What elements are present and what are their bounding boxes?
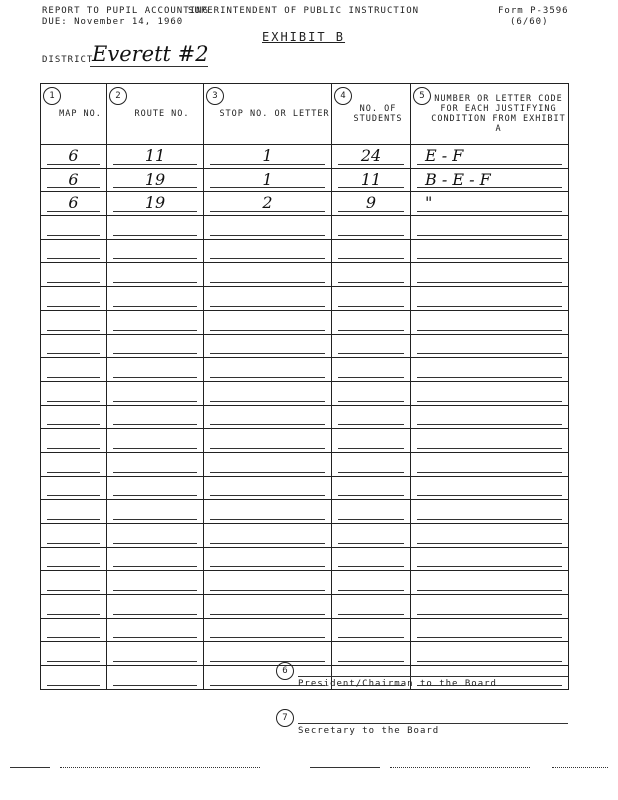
cell-underline xyxy=(210,495,325,496)
cell-underline xyxy=(113,448,197,449)
footer-rule xyxy=(390,767,530,768)
table-cell-route[interactable] xyxy=(107,452,204,476)
table-cell-students[interactable] xyxy=(332,618,411,642)
table-cell-map[interactable] xyxy=(41,334,107,358)
signature-badge-president: 6 xyxy=(276,662,294,680)
cell-underline xyxy=(338,282,404,283)
cell-value-code: " xyxy=(425,193,433,213)
table-cell-map[interactable] xyxy=(41,192,107,216)
table-row xyxy=(41,216,569,240)
cell-underline xyxy=(210,282,325,283)
table-cell-map[interactable] xyxy=(41,405,107,429)
cell-underline xyxy=(417,330,562,331)
table-cell-code[interactable] xyxy=(411,476,569,500)
cell-value-stop: 2 xyxy=(262,193,273,213)
table-cell-students[interactable] xyxy=(332,263,411,287)
cell-underline xyxy=(47,187,100,188)
table-cell-route[interactable] xyxy=(107,168,204,192)
cell-underline xyxy=(113,282,197,283)
table-cell-stop[interactable] xyxy=(204,405,332,429)
table-cell-map[interactable] xyxy=(41,239,107,263)
cell-underline xyxy=(113,566,197,567)
table-row xyxy=(41,547,569,571)
cell-underline xyxy=(338,543,404,544)
table-cell-route[interactable] xyxy=(107,595,204,619)
footer-rule xyxy=(60,767,260,768)
cell-underline xyxy=(417,661,562,662)
page-title: EXHIBIT B xyxy=(262,30,346,44)
cell-underline xyxy=(417,258,562,259)
table-cell-students[interactable] xyxy=(332,500,411,524)
cell-underline xyxy=(417,590,562,591)
cell-value-map: 6 xyxy=(68,146,79,165)
cell-underline xyxy=(113,211,197,212)
table-cell-route[interactable] xyxy=(107,524,204,548)
cell-value-map: 6 xyxy=(68,193,79,213)
cell-underline xyxy=(417,164,562,165)
table-row xyxy=(41,334,569,358)
table-cell-students[interactable] xyxy=(332,547,411,571)
table-cell-stop[interactable] xyxy=(204,263,332,287)
table-cell-code[interactable] xyxy=(411,429,569,453)
cell-underline xyxy=(338,661,404,662)
footer-rule xyxy=(310,767,380,768)
table-cell-map[interactable] xyxy=(41,571,107,595)
cell-underline xyxy=(417,235,562,236)
cell-underline xyxy=(47,637,100,638)
cell-underline xyxy=(47,401,100,402)
cell-underline xyxy=(47,543,100,544)
cell-underline xyxy=(338,637,404,638)
cell-underline xyxy=(113,353,197,354)
table-cell-code[interactable] xyxy=(411,618,569,642)
table-row xyxy=(41,239,569,263)
table-cell-stop[interactable] xyxy=(204,429,332,453)
column-header-route: 2 ROUTE NO. xyxy=(107,84,204,145)
cell-underline xyxy=(47,330,100,331)
cell-underline xyxy=(417,282,562,283)
table-cell-code[interactable] xyxy=(411,381,569,405)
table-cell-map[interactable] xyxy=(41,381,107,405)
table-cell-code[interactable] xyxy=(411,358,569,382)
table-cell-stop[interactable] xyxy=(204,287,332,311)
table-cell-students[interactable] xyxy=(332,571,411,595)
cell-value-students: 24 xyxy=(360,146,382,165)
table-row xyxy=(41,358,569,382)
cell-value-code: E - F xyxy=(425,146,464,165)
cell-underline xyxy=(338,377,404,378)
table-cell-route[interactable] xyxy=(107,192,204,216)
table-cell-route[interactable] xyxy=(107,476,204,500)
cell-underline xyxy=(417,566,562,567)
column-number-badge: 4 xyxy=(334,87,352,105)
column-header-stop: 3 STOP NO. OR LETTER xyxy=(204,84,332,145)
cell-underline xyxy=(338,211,404,212)
column-header-code: 5 NUMBER OR LETTER CODE FOR EACH JUSTIFYING CONDITION FROM EXHIBIT A xyxy=(411,84,569,145)
table-cell-map[interactable] xyxy=(41,642,107,666)
header-left-line2: DUE: November 14, 1960 xyxy=(42,17,184,27)
cell-underline xyxy=(113,661,197,662)
table-cell-map[interactable] xyxy=(41,263,107,287)
table-cell-code[interactable] xyxy=(411,168,569,192)
cell-underline xyxy=(417,614,562,615)
cell-underline xyxy=(210,590,325,591)
cell-underline xyxy=(417,495,562,496)
cell-underline xyxy=(417,211,562,212)
table-cell-route[interactable] xyxy=(107,381,204,405)
cell-underline xyxy=(47,495,100,496)
table-row xyxy=(41,476,569,500)
table-cell-map[interactable] xyxy=(41,145,107,169)
cell-underline xyxy=(210,637,325,638)
table-cell-students[interactable] xyxy=(332,429,411,453)
header-left-line1: REPORT TO PUPIL ACCOUNTING xyxy=(42,6,209,16)
table-row xyxy=(41,429,569,453)
cell-underline xyxy=(210,543,325,544)
cell-underline xyxy=(47,519,100,520)
table-cell-route[interactable] xyxy=(107,618,204,642)
table-row xyxy=(41,524,569,548)
table-cell-map[interactable] xyxy=(41,287,107,311)
signature-line-secretary[interactable] xyxy=(298,723,568,724)
table-row xyxy=(41,263,569,287)
table-cell-students[interactable] xyxy=(332,476,411,500)
table-cell-students[interactable] xyxy=(332,452,411,476)
table-row xyxy=(41,287,569,311)
table-cell-route[interactable] xyxy=(107,334,204,358)
column-header-map: 1 MAP NO. xyxy=(41,84,107,145)
cell-value-route: 19 xyxy=(144,193,166,213)
table-cell-code[interactable] xyxy=(411,500,569,524)
cell-underline xyxy=(417,543,562,544)
cell-underline xyxy=(338,258,404,259)
cell-underline xyxy=(113,306,197,307)
table-cell-stop[interactable] xyxy=(204,571,332,595)
cell-underline xyxy=(113,330,197,331)
table-row xyxy=(41,192,569,216)
cell-underline xyxy=(210,235,325,236)
cell-underline xyxy=(47,424,100,425)
cell-underline xyxy=(210,401,325,402)
cell-underline xyxy=(47,661,100,662)
table-cell-route[interactable] xyxy=(107,642,204,666)
cell-underline xyxy=(417,472,562,473)
cell-underline xyxy=(338,330,404,331)
table-cell-students[interactable] xyxy=(332,405,411,429)
cell-underline xyxy=(338,353,404,354)
table-cell-stop[interactable] xyxy=(204,476,332,500)
cell-underline xyxy=(417,448,562,449)
cell-underline xyxy=(47,448,100,449)
table-header-row xyxy=(41,84,569,145)
table-cell-code[interactable] xyxy=(411,524,569,548)
cell-underline xyxy=(338,424,404,425)
cell-underline xyxy=(113,472,197,473)
table-cell-code[interactable] xyxy=(411,192,569,216)
table-cell-map[interactable] xyxy=(41,429,107,453)
cell-value-route: 11 xyxy=(144,146,166,165)
cell-underline xyxy=(47,306,100,307)
table-cell-students[interactable] xyxy=(332,216,411,240)
table-row xyxy=(41,500,569,524)
table-cell-route[interactable] xyxy=(107,239,204,263)
table-cell-stop[interactable] xyxy=(204,524,332,548)
table-cell-route[interactable] xyxy=(107,429,204,453)
table-cell-stop[interactable] xyxy=(204,168,332,192)
cell-underline xyxy=(47,566,100,567)
table-cell-code[interactable] xyxy=(411,452,569,476)
table-cell-stop[interactable] xyxy=(204,334,332,358)
table-cell-code[interactable] xyxy=(411,216,569,240)
cell-value-map: 6 xyxy=(68,169,79,189)
cell-value-stop: 1 xyxy=(262,169,273,189)
table-cell-stop[interactable] xyxy=(204,547,332,571)
stops-table xyxy=(40,83,569,690)
table-cell-students[interactable] xyxy=(332,381,411,405)
cell-underline xyxy=(47,258,100,259)
cell-underline xyxy=(210,472,325,473)
cell-underline xyxy=(113,519,197,520)
table-cell-map[interactable] xyxy=(41,547,107,571)
table-cell-map[interactable] xyxy=(41,595,107,619)
cell-underline xyxy=(47,235,100,236)
table-cell-map[interactable] xyxy=(41,168,107,192)
table-cell-code[interactable] xyxy=(411,405,569,429)
table-cell-students[interactable] xyxy=(332,192,411,216)
table-cell-map[interactable] xyxy=(41,618,107,642)
table-cell-route[interactable] xyxy=(107,500,204,524)
table-cell-map[interactable] xyxy=(41,524,107,548)
table-cell-stop[interactable] xyxy=(204,618,332,642)
cell-underline xyxy=(113,377,197,378)
table-cell-route[interactable] xyxy=(107,310,204,334)
table-cell-stop[interactable] xyxy=(204,642,332,666)
header-center-line1: SUPERINTENDENT OF PUBLIC INSTRUCTION xyxy=(188,6,420,16)
table-cell-route[interactable] xyxy=(107,405,204,429)
cell-underline xyxy=(113,637,197,638)
table-cell-map[interactable] xyxy=(41,216,107,240)
table-row xyxy=(41,595,569,619)
column-number-badge: 2 xyxy=(109,87,127,105)
table-cell-stop[interactable] xyxy=(204,310,332,334)
cell-underline xyxy=(338,495,404,496)
column-number-badge: 3 xyxy=(206,87,224,105)
cell-underline xyxy=(338,187,404,188)
table-cell-stop[interactable] xyxy=(204,216,332,240)
table-row xyxy=(41,571,569,595)
table-cell-map[interactable] xyxy=(41,358,107,382)
district-underline xyxy=(90,66,208,67)
cell-value-students: 11 xyxy=(360,169,382,189)
table-cell-code[interactable] xyxy=(411,571,569,595)
form-date: (6/60) xyxy=(510,17,549,27)
table-body xyxy=(41,145,569,690)
cell-underline xyxy=(338,306,404,307)
cell-underline xyxy=(338,472,404,473)
table-cell-code[interactable] xyxy=(411,239,569,263)
column-number-badge: 5 xyxy=(413,87,431,105)
cell-underline xyxy=(210,424,325,425)
cell-underline xyxy=(417,401,562,402)
cell-underline xyxy=(338,448,404,449)
table-cell-stop[interactable] xyxy=(204,595,332,619)
cell-underline xyxy=(210,661,325,662)
table-cell-route[interactable] xyxy=(107,547,204,571)
cell-underline xyxy=(113,614,197,615)
cell-underline xyxy=(210,614,325,615)
table-cell-students[interactable] xyxy=(332,358,411,382)
cell-underline xyxy=(210,187,325,188)
cell-underline xyxy=(417,377,562,378)
cell-underline xyxy=(210,353,325,354)
cell-underline xyxy=(113,164,197,165)
cell-underline xyxy=(47,590,100,591)
table-cell-stop[interactable] xyxy=(204,500,332,524)
table-cell-code[interactable] xyxy=(411,263,569,287)
table-cell-students[interactable] xyxy=(332,239,411,263)
district-label: DISTRICT xyxy=(42,55,94,65)
signature-badge-secretary: 7 xyxy=(276,709,294,727)
cell-value-students: 9 xyxy=(365,193,377,213)
table-cell-stop[interactable] xyxy=(204,192,332,216)
table-cell-students[interactable] xyxy=(332,524,411,548)
table-row xyxy=(41,310,569,334)
cell-value-route: 19 xyxy=(144,169,166,189)
table-cell-route[interactable] xyxy=(107,287,204,311)
cell-underline xyxy=(210,164,325,165)
table-cell-route[interactable] xyxy=(107,263,204,287)
cell-underline xyxy=(113,187,197,188)
table-cell-stop[interactable] xyxy=(204,145,332,169)
table-cell-code[interactable] xyxy=(411,145,569,169)
column-number-badge: 1 xyxy=(43,87,61,105)
cell-underline xyxy=(417,306,562,307)
table-row xyxy=(41,168,569,192)
cell-underline xyxy=(210,519,325,520)
table-cell-students[interactable] xyxy=(332,334,411,358)
cell-underline xyxy=(210,448,325,449)
form-number: Form P-3596 xyxy=(498,6,569,16)
cell-underline xyxy=(417,637,562,638)
footer-rule xyxy=(10,767,50,768)
cell-underline xyxy=(47,614,100,615)
table-cell-students[interactable] xyxy=(332,145,411,169)
signature-label-president: President/Chairman to the Board xyxy=(298,679,497,689)
table-cell-stop[interactable] xyxy=(204,239,332,263)
cell-underline xyxy=(210,211,325,212)
cell-underline xyxy=(113,401,197,402)
cell-underline xyxy=(338,590,404,591)
table-cell-stop[interactable] xyxy=(204,452,332,476)
cell-underline xyxy=(210,330,325,331)
cell-underline xyxy=(210,258,325,259)
cell-underline xyxy=(338,164,404,165)
table-cell-stop[interactable] xyxy=(204,358,332,382)
table-cell-code[interactable] xyxy=(411,547,569,571)
cell-underline xyxy=(417,519,562,520)
cell-underline xyxy=(338,566,404,567)
table-row xyxy=(41,618,569,642)
footer-rule xyxy=(552,767,608,768)
signature-label-secretary: Secretary to the Board xyxy=(298,726,440,736)
column-header-students: 4 NO. OF STUDENTS xyxy=(332,84,411,145)
table-cell-stop[interactable] xyxy=(204,381,332,405)
cell-underline xyxy=(210,377,325,378)
table-cell-code[interactable] xyxy=(411,595,569,619)
cell-underline xyxy=(47,211,100,212)
table-cell-route[interactable] xyxy=(107,216,204,240)
cell-underline xyxy=(113,543,197,544)
table-cell-route[interactable] xyxy=(107,571,204,595)
cell-underline xyxy=(113,685,197,686)
table-cell-code[interactable] xyxy=(411,287,569,311)
table-cell-map[interactable] xyxy=(41,500,107,524)
cell-underline xyxy=(113,424,197,425)
cell-underline xyxy=(417,353,562,354)
table-cell-students[interactable] xyxy=(332,310,411,334)
table-row xyxy=(41,405,569,429)
table-cell-route[interactable] xyxy=(107,666,204,690)
signature-line-president[interactable] xyxy=(298,676,568,677)
cell-underline xyxy=(338,401,404,402)
cell-underline xyxy=(113,495,197,496)
cell-underline xyxy=(210,306,325,307)
table-cell-code[interactable] xyxy=(411,642,569,666)
table-cell-students[interactable] xyxy=(332,642,411,666)
table-cell-students[interactable] xyxy=(332,287,411,311)
table-cell-map[interactable] xyxy=(41,310,107,334)
table-cell-students[interactable] xyxy=(332,168,411,192)
cell-underline xyxy=(338,614,404,615)
cell-value-code: B - E - F xyxy=(425,169,491,189)
cell-underline xyxy=(47,282,100,283)
cell-underline xyxy=(113,235,197,236)
table-cell-map[interactable] xyxy=(41,666,107,690)
table-cell-map[interactable] xyxy=(41,452,107,476)
table-cell-students[interactable] xyxy=(332,595,411,619)
district-value: Everett #2 xyxy=(92,42,209,66)
cell-underline xyxy=(113,590,197,591)
table-row xyxy=(41,381,569,405)
table-cell-route[interactable] xyxy=(107,145,204,169)
table-row xyxy=(41,145,569,169)
cell-underline xyxy=(47,685,100,686)
table-row xyxy=(41,452,569,476)
cell-underline xyxy=(338,519,404,520)
cell-underline xyxy=(47,353,100,354)
cell-underline xyxy=(47,377,100,378)
cell-underline xyxy=(338,235,404,236)
table-cell-route[interactable] xyxy=(107,358,204,382)
cell-underline xyxy=(417,187,562,188)
cell-underline xyxy=(417,424,562,425)
cell-underline xyxy=(47,164,100,165)
cell-value-stop: 1 xyxy=(262,146,273,165)
cell-underline xyxy=(210,566,325,567)
table-cell-map[interactable] xyxy=(41,476,107,500)
cell-underline xyxy=(47,472,100,473)
table-cell-code[interactable] xyxy=(411,334,569,358)
cell-underline xyxy=(113,258,197,259)
table-row xyxy=(41,642,569,666)
table-cell-code[interactable] xyxy=(411,310,569,334)
